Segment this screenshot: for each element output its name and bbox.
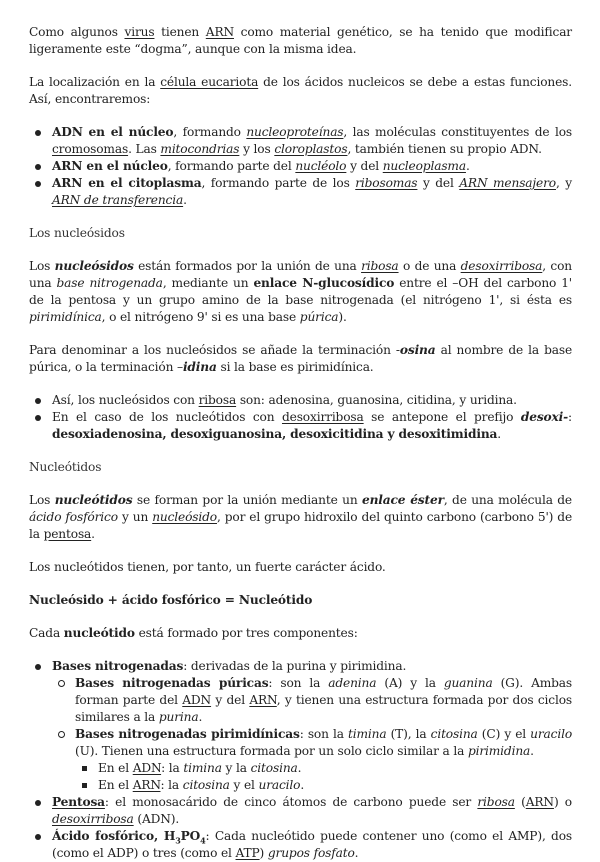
link-arn-3[interactable]: ARN — [132, 778, 161, 792]
list-item-acido-fosforico: Ácido fosfórico, $H_3PO_4$: Cada nucleótido puede contener uno (como el AMP), dos (como el ADP) o tres (como el ATP) grupos fosfato. — [29, 828, 572, 862]
link-nucleoplasma[interactable]: nucleoplasma — [382, 159, 466, 173]
link-cloroplastos[interactable]: cloroplastos — [274, 142, 348, 156]
link-virus[interactable]: virus — [124, 25, 155, 39]
link-desoxirribosa[interactable]: desoxirribosa — [460, 259, 543, 273]
link-nucleoproteinas[interactable]: nucleoproteínas — [246, 125, 344, 139]
list-item-arn-nucleo: ARN en el núcleo, formando parte del nucléolo y del nucleoplasma. — [29, 158, 572, 175]
link-desoxirribosa-3[interactable]: desoxirribosa — [52, 812, 134, 826]
list-item-arn-bases: En el ARN: la citosina y el uracilo. — [75, 777, 572, 794]
nucleosidos-paragraph: Los nucleósidos están formados por la unión de una ribosa o de una desoxirribosa, con una base nitrogenada, mediante un enlace N-glucosídico entre el –OH del carbono 1' de la pentosa y un grupo amino de la base nitrogenada (el nitrógeno 1', si ésta es pirimidínica, o el nitrógeno 9' si es una base púrica). — [29, 259, 573, 324]
list-item-adn-nucleo: ADN en el núcleo, formando nucleoproteínas, las moléculas constituyentes de los cromosomas. Las mitocondrias y los cloroplastos, también tienen su propio ADN. — [29, 124, 572, 158]
heading-nucleotidos: Nucleótidos — [29, 460, 102, 474]
denominacion-list — [29, 392, 572, 443]
link-adn-2[interactable]: ADN — [132, 761, 162, 775]
link-pentosa-2[interactable]: Pentosa — [52, 795, 105, 809]
list-item-desoxi: En el caso de los nucleótidos con desoxirribosa se antepone el prefijo desoxi-: desoxiadenosina, desoxiguanosina, desoxicitidina y desoxitimidina. — [29, 409, 572, 443]
list-item-bases: Bases nitrogenadas: derivadas de la purina y pirimidina. Bases nitrogenadas púricas: son la adenina (A) y la guanina (G). Ambas forman parte del ADN y del ARN, y tienen una estructura formada por dos ciclos similares a la purina. Bases nitrogenadas pirimidínicas: son la timina (T), la citosina (C) y el uracilo (U). Tienen una estructura formada por un solo ciclo similar a la pirimidina. En el ADN: la timina y la citosina. En el ARN: la citosina y el uracilo. — [29, 658, 572, 794]
list-item-bases-pirimidinicas: Bases nitrogenadas pirimidínicas: son la timina (T), la citosina (C) y el uracilo (U). Tienen una estructura formada por un solo ciclo similar a la pirimidina. En el ADN: la timina y la citosina. En el ARN: la citosina y el uracilo. — [52, 726, 572, 794]
componentes-paragraph: Cada nucleótido está formado por tres componentes: — [29, 626, 358, 640]
nucleotidos-paragraph: Los nucleótidos se forman por la unión mediante un enlace éster, de una molécula de ácido fosfórico y un nucleósido, por el grupo hidroxilo del quinto carbono (carbono 5') de la pentosa. — [29, 493, 573, 541]
list-item-nucleosidos-ribosa: Así, los nucleósidos con ribosa son: adenosina, guanosina, citidina, y uridina. — [29, 392, 572, 409]
link-celula-eucariota[interactable]: célula eucariota — [160, 75, 259, 89]
link-ribosa[interactable]: ribosa — [361, 259, 399, 273]
intro-paragraph: Como algunos virus tienen ARN como material genético, se ha tenido que modificar ligeramente este “dogma”, aunque con la misma idea. — [29, 25, 572, 56]
link-ribosomas[interactable]: ribosomas — [355, 176, 418, 190]
list-item-arn-citoplasma: ARN en el citoplasma, formando parte de los ribosomas y del ARN mensajero, y ARN de transferencia. — [29, 175, 572, 209]
link-arn-2[interactable]: ARN — [249, 693, 277, 707]
link-ribosa-3[interactable]: ribosa — [477, 795, 515, 809]
link-arn[interactable]: ARN — [205, 25, 234, 39]
link-arn-4[interactable]: ARN — [525, 795, 554, 809]
componentes-list — [29, 658, 572, 862]
link-arn-mensajero[interactable]: ARN mensajero — [459, 176, 556, 190]
localizacion-list — [29, 124, 572, 209]
list-item-adn-bases: En el ADN: la timina y la citosina. — [75, 760, 572, 777]
localizacion-paragraph: La localización en la célula eucariota de los ácidos nucleicos se debe a estas funciones. Así, encontraremos: — [29, 75, 572, 106]
link-mitocondrias[interactable]: mitocondrias — [160, 142, 240, 156]
acido-paragraph: Los nucleótidos tienen, por tanto, un fuerte carácter ácido. — [29, 560, 386, 574]
link-atp[interactable]: ATP — [235, 846, 260, 860]
link-adn[interactable]: ADN — [182, 693, 212, 707]
link-desoxirribosa-2[interactable]: desoxirribosa — [281, 410, 364, 424]
link-arn-transferencia[interactable]: ARN de transferencia — [52, 193, 184, 207]
pirimidinicas-sublist — [75, 760, 572, 794]
link-pentosa[interactable]: pentosa — [43, 527, 92, 541]
link-nucleolo[interactable]: nucléolo — [295, 159, 347, 173]
heading-nucleosidos: Los nucleósidos — [29, 226, 125, 240]
bases-sublist — [52, 675, 572, 794]
link-nucleosido[interactable]: nucleósido — [152, 510, 217, 524]
list-item-bases-puricas: Bases nitrogenadas púricas: son la adenina (A) y la guanina (G). Ambas forman parte del ADN y del ARN, y tienen una estructura formada por dos ciclos similares a la purina. — [52, 675, 572, 726]
list-item-pentosa: Pentosa: el monosacárido de cinco átomos de carbono puede ser ribosa (ARN) o desoxirribosa (ADN). — [29, 794, 572, 828]
formula-line: Nucleósido + ácido fosfórico = Nucleótido — [29, 593, 313, 607]
denominacion-paragraph: Para denominar a los nucleósidos se añade la terminación -osina al nombre de la base púrica, o la terminación –idina si la base es pirimidínica. — [29, 343, 573, 374]
link-cromosomas[interactable]: cromosomas — [52, 142, 129, 156]
link-ribosa-2[interactable]: ribosa — [198, 393, 237, 407]
